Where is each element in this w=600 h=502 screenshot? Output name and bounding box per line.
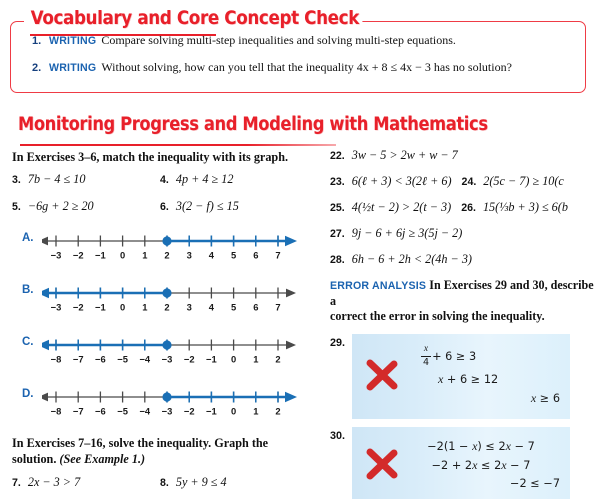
error-analysis-30 [330, 427, 600, 499]
tick-label: 0 [119, 301, 126, 313]
tick-label: −6 [95, 405, 106, 417]
writing-tag: WRITING [49, 62, 97, 74]
exercise-row [330, 200, 600, 215]
tick-label: −2 [72, 249, 84, 261]
number-line-axis [42, 330, 312, 374]
tick-label: 0 [230, 353, 237, 365]
exercise-4 [160, 172, 233, 187]
tick-label: 1 [253, 353, 259, 365]
tick-label: −1 [206, 405, 217, 417]
exercise-text: 6(ℓ + 3) < 3(2ℓ + 6) [351, 174, 452, 188]
exercise-number: 25. [330, 202, 345, 214]
tick-label: −3 [50, 301, 62, 313]
exercise-22 [330, 148, 600, 163]
equation-line: −2 ≤ −7 [510, 477, 561, 491]
exercise-25 [330, 200, 451, 215]
item-number: 2. [32, 62, 42, 74]
tick-label: 7 [275, 249, 281, 261]
equation-steps [402, 342, 560, 410]
tick-label: −6 [95, 353, 106, 365]
exercise-number: 4. [160, 174, 169, 187]
exercise-text: 6h − 6 + 2h < 2(4h − 3) [351, 252, 472, 266]
number-line-axis [42, 382, 312, 426]
exercise-27 [330, 226, 600, 241]
number-line-graphs [12, 226, 312, 432]
tick-label: −3 [161, 405, 173, 417]
exercise-text: 7b − 4 ≤ 10 [27, 172, 86, 187]
exercise-text: 15(⅓b + 3) ≤ 6(b [482, 200, 568, 214]
number-line-d [12, 382, 312, 432]
exercise-23 [330, 174, 452, 189]
tick-label: 2 [275, 405, 281, 417]
endpoint-dot [163, 238, 170, 245]
tick-label: 5 [230, 249, 237, 261]
tick-label: 7 [275, 301, 281, 313]
x-mark-icon [362, 359, 402, 393]
equation-line: −2 + 2x ≤ 2x − 7 [431, 458, 531, 473]
error-box [352, 334, 570, 419]
writing-tag: WRITING [49, 35, 97, 47]
tick-label: 0 [230, 405, 237, 417]
tick-label: 1 [142, 249, 148, 261]
exercise-text: 3w − 5 > 2w + w − 7 [351, 148, 458, 162]
tick-label: −7 [72, 353, 84, 365]
error-analysis-tag: ERROR ANALYSIS [330, 280, 427, 292]
instruction-solve-line2: solution. [12, 451, 57, 466]
tick-label: −1 [206, 353, 217, 365]
error-box [352, 427, 570, 499]
exercise-number: 28. [330, 254, 345, 266]
exercise-number: 7. [12, 477, 21, 490]
right-column [330, 148, 600, 499]
tick-label: −1 [95, 249, 106, 261]
vocabulary-items [32, 33, 580, 87]
tick-label: 6 [253, 301, 259, 313]
list-item [32, 33, 580, 48]
error-analysis-29 [330, 334, 600, 419]
exercise-7 [12, 475, 160, 490]
exercise-text: 2(5c − 7) ≥ 10(c [483, 174, 564, 188]
endpoint-dot [163, 394, 170, 401]
exercise-number: 8. [160, 477, 169, 490]
exercise-26 [461, 200, 568, 215]
exercise-text: 2x − 3 > 7 [27, 475, 81, 490]
instruction-solve-line1: In Exercises 7–16, solve the inequality. Graph the [12, 436, 269, 451]
exercise-number: 22. [330, 150, 345, 162]
tick-label: 5 [230, 301, 237, 313]
list-item [32, 60, 580, 75]
error-analysis-instruction [330, 278, 600, 325]
exercise-24 [462, 174, 564, 189]
spacer [451, 200, 461, 215]
exercise-3 [12, 172, 160, 187]
exercise-row [12, 475, 312, 490]
exercise-28 [330, 252, 600, 267]
exercise-number: 24. [461, 176, 477, 188]
tick-label: 4 [208, 301, 215, 313]
tick-label: 1 [253, 405, 259, 417]
tick-label: 1 [142, 301, 148, 313]
tick-label: −5 [117, 353, 128, 365]
instruction-match: In Exercises 3–6, match the inequality with its graph. [12, 150, 289, 164]
error-analysis-line2: correct the error in solving the inequality. [330, 309, 545, 324]
x-mark-icon [362, 448, 402, 482]
tick-label: −8 [50, 353, 62, 365]
endpoint-dot [163, 290, 170, 297]
see-example-note: (See Example 1.) [59, 451, 146, 466]
tick-label: 2 [164, 249, 170, 261]
instruction-solve [12, 436, 312, 467]
equation-line: −2(1 − x) ≤ 2x − 7 [427, 439, 535, 454]
tick-label: −8 [50, 405, 62, 417]
tick-label: −1 [95, 301, 106, 313]
number-line-label: D. [22, 388, 34, 401]
exercise-row [12, 199, 312, 214]
vocabulary-heading: Vocabulary and Core Concept Check [28, 7, 362, 29]
number-line-label: B. [22, 284, 34, 297]
tick-label: 0 [119, 249, 126, 261]
number-line-label: A. [22, 232, 34, 245]
monitoring-heading-text: Monitoring Progress and Modeling with Mathematics [18, 114, 488, 135]
exercise-number: 26. [461, 202, 476, 214]
exercise-text: 4(½t − 2) > 2(t − 3) [351, 200, 452, 214]
exercise-text: 9j − 6 + 6j ≥ 3(5j − 2) [351, 226, 463, 240]
exercise-8 [160, 475, 227, 490]
exercise-number: 6. [160, 201, 169, 214]
tick-label: 2 [164, 301, 170, 313]
exercise-number: 29. [330, 337, 346, 350]
item-text: Without solving, how can you tell that the inequality 4x + 8 ≤ 4x − 3 has no solution? [101, 60, 512, 74]
exercise-number: 3. [12, 174, 21, 187]
equation-line: $\frac{x}{4}$ + 6 ≥ 3 [423, 344, 477, 368]
monitoring-section-heading [18, 114, 552, 135]
number-line-c [12, 330, 312, 380]
equation-steps [402, 435, 560, 494]
item-text: Compare solving multi-step inequalities and solving multi-step equations. [101, 33, 456, 47]
number-line-b [12, 278, 312, 328]
equation-line: x + 6 ≥ 12 [438, 372, 499, 387]
exercise-6 [160, 199, 239, 214]
spacer [452, 174, 462, 189]
endpoint-dot [163, 342, 170, 349]
exercise-text: 3(2 − f) ≤ 15 [175, 199, 239, 214]
tick-label: 6 [253, 249, 259, 261]
tick-label: −2 [183, 405, 195, 417]
equation-line: x ≥ 6 [530, 391, 561, 406]
tick-label: −2 [72, 301, 84, 313]
exercise-5 [12, 199, 160, 214]
number-line-label: C. [22, 336, 34, 349]
item-number: 1. [32, 35, 42, 47]
tick-label: −2 [183, 353, 195, 365]
tick-label: −3 [50, 249, 62, 261]
exercise-number: 27. [330, 228, 345, 240]
tick-label: 4 [208, 249, 215, 261]
exercise-text: 5y + 9 ≤ 4 [175, 475, 227, 490]
exercise-number: 30. [330, 430, 346, 443]
exercise-row [330, 174, 600, 189]
exercise-row [12, 172, 312, 187]
tick-label: 2 [275, 353, 281, 365]
left-column [12, 150, 312, 502]
monitoring-heading-underline [20, 144, 336, 146]
error-analysis-line1: In Exercises 29 and 30, describe a [330, 278, 594, 308]
tick-label: −7 [72, 405, 84, 417]
number-line-a [12, 226, 312, 276]
exercise-text: −6g + 2 ≥ 20 [27, 199, 94, 214]
tick-label: −4 [139, 405, 151, 417]
exercise-text: 4p + 4 ≥ 12 [175, 172, 234, 187]
tick-label: −5 [117, 405, 128, 417]
tick-label: 3 [186, 249, 192, 261]
exercise-number: 5. [12, 201, 21, 214]
number-line-axis [42, 278, 312, 322]
tick-label: 3 [186, 301, 192, 313]
tick-label: −3 [161, 353, 173, 365]
exercise-number: 23. [330, 176, 345, 188]
number-line-axis [42, 226, 312, 270]
tick-label: −4 [139, 353, 151, 365]
